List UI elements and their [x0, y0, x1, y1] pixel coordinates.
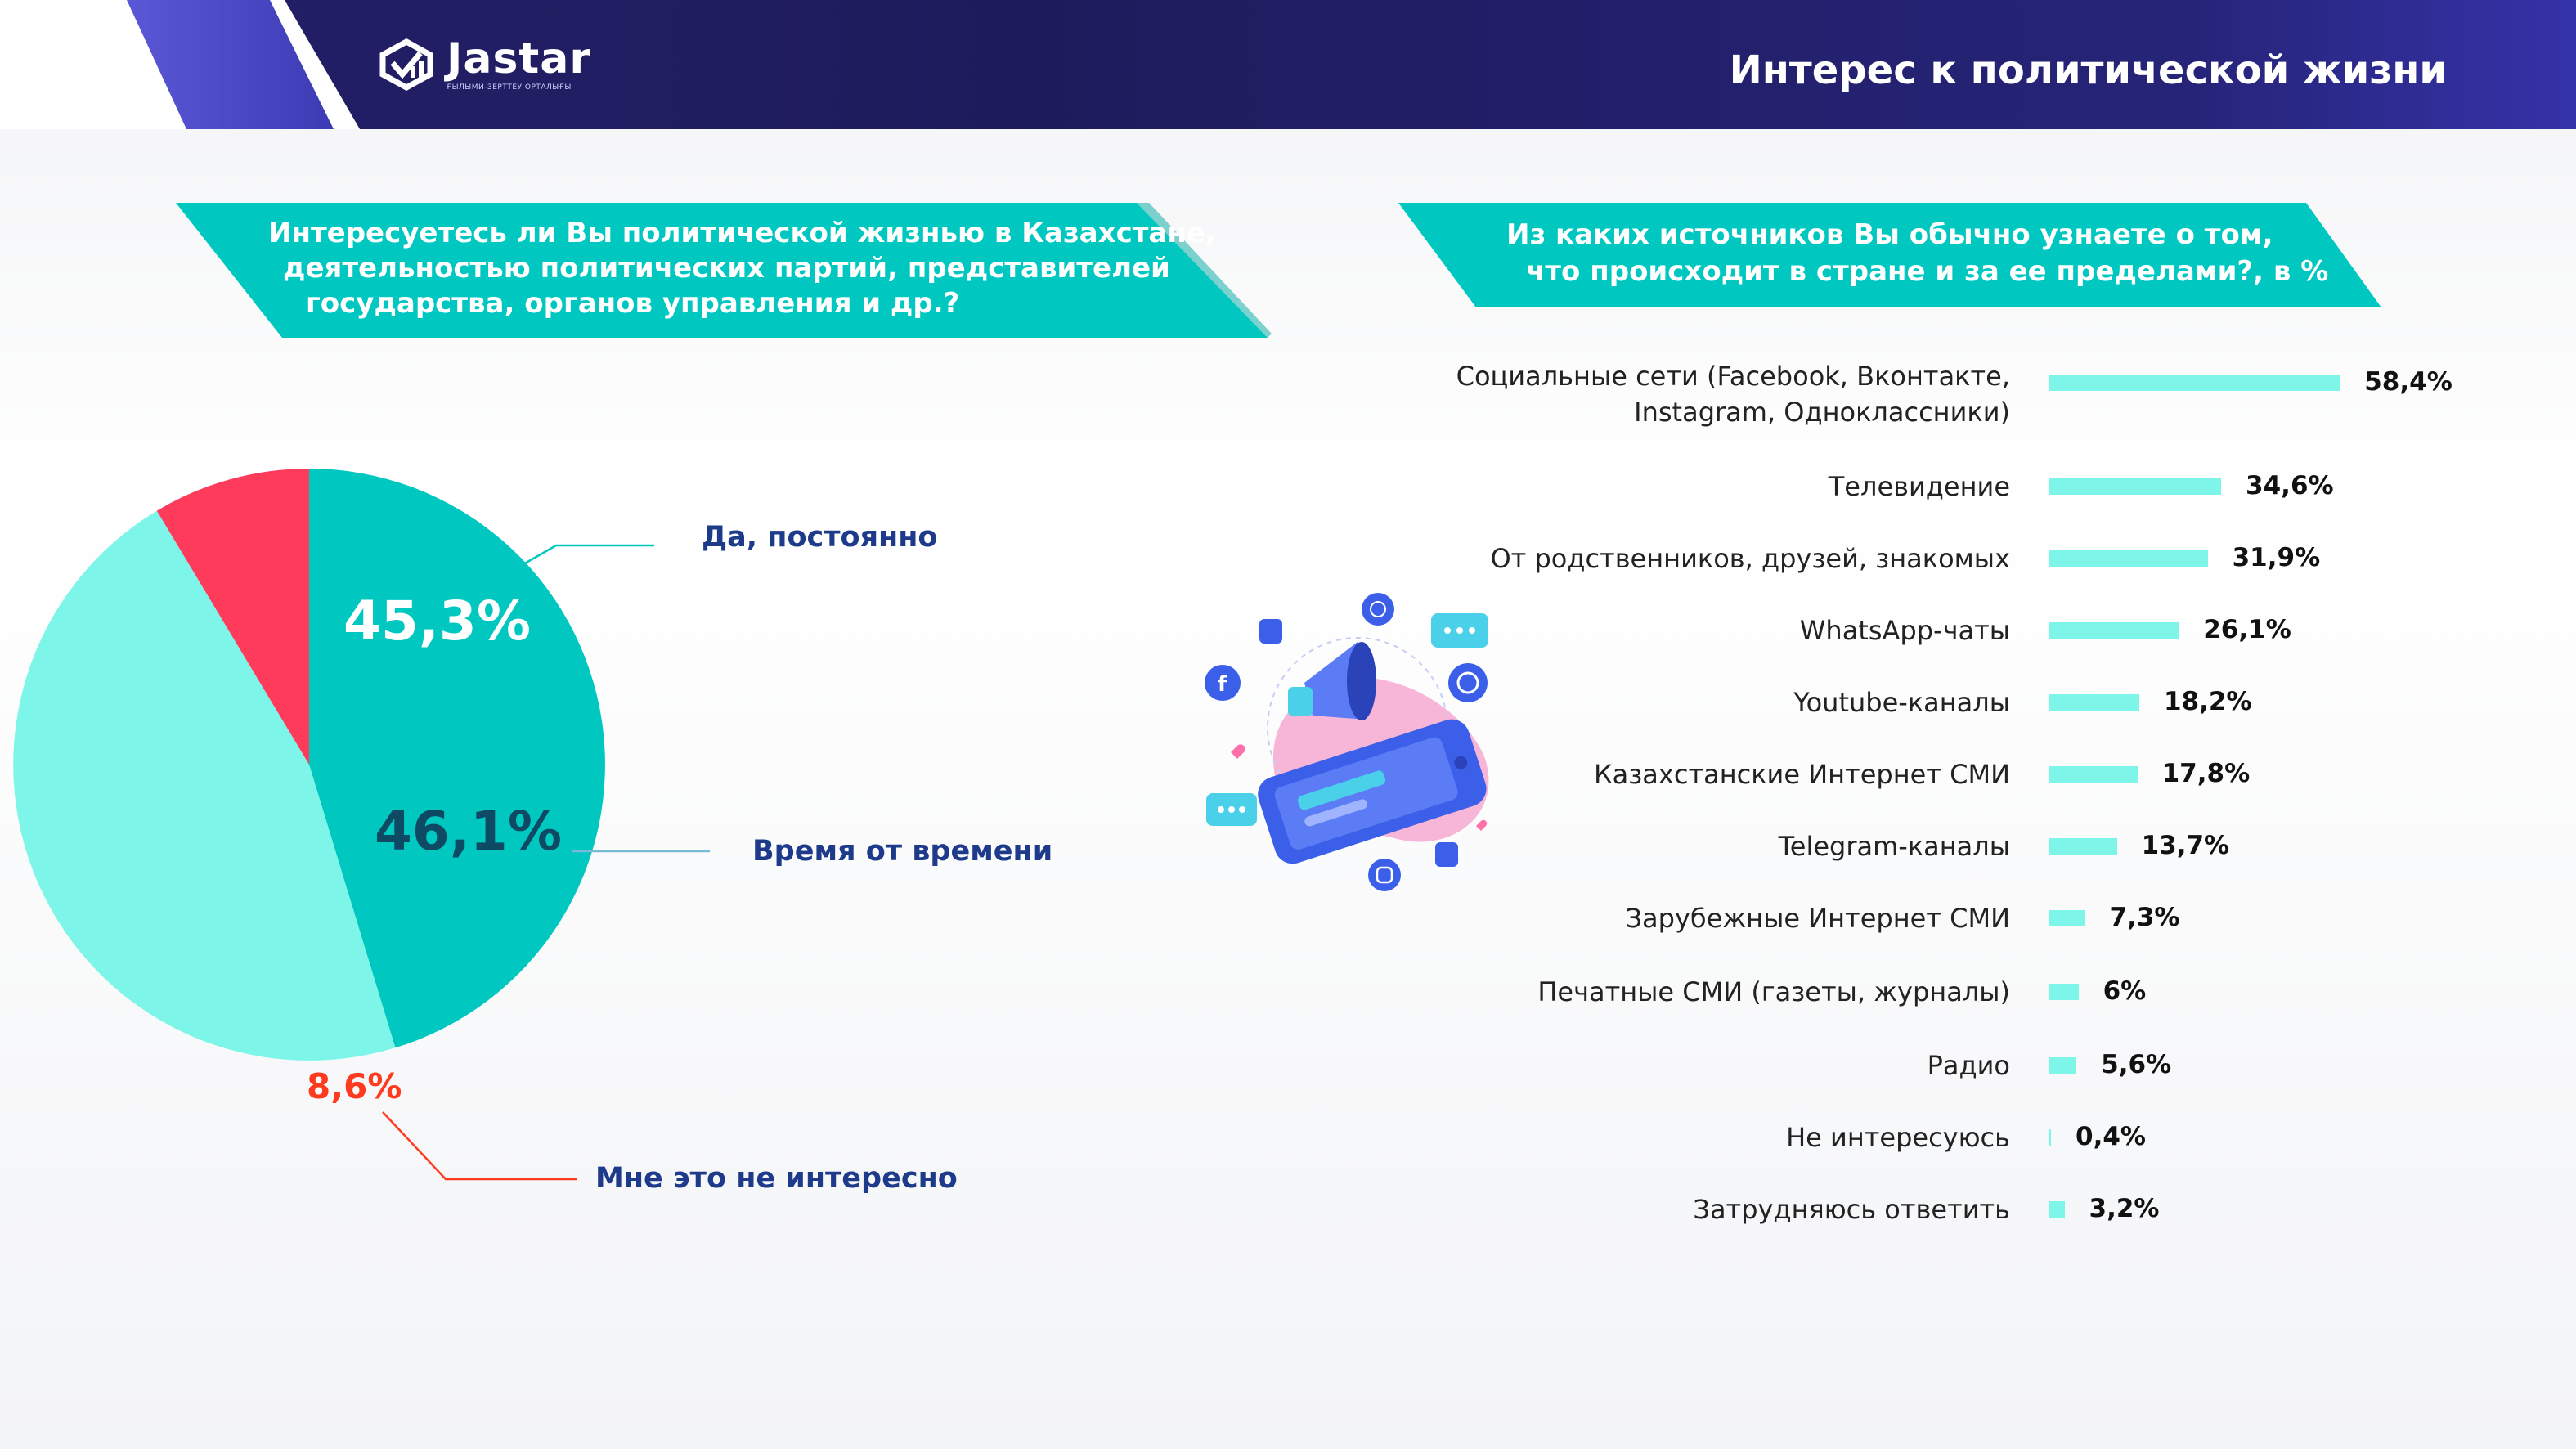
right-question-line1: Из каких источников Вы обычно узнаете о том, — [1506, 218, 2273, 251]
bar-value-label: 3,2% — [2089, 1194, 2160, 1223]
bar-value-label: 26,1% — [2203, 615, 2291, 644]
bar — [2049, 550, 2208, 567]
bar-category-label: Печатные СМИ (газеты, журналы) — [1537, 976, 2010, 1007]
page-title: Интерес к политической жизни — [1729, 47, 2447, 93]
bar-category-label: Телевидение — [1828, 471, 2010, 502]
bar-value-label: 5,6% — [2101, 1050, 2172, 1079]
bar — [2049, 1129, 2051, 1146]
bar — [2049, 1057, 2076, 1074]
bar-category-label: От родственников, друзей, знакомых — [1490, 543, 2010, 574]
pie-label-yes-always: Да, постоянно — [702, 521, 938, 554]
left-question-line3: государства, органов управления и др.? — [306, 287, 960, 320]
bar — [2049, 694, 2139, 711]
bar-category-label: Казахстанские Интернет СМИ — [1593, 759, 2010, 790]
right-question-line2: что происходит в стране и за ее пределами?, в % — [1526, 255, 2329, 288]
bar-value-label: 34,6% — [2246, 471, 2334, 500]
left-question-line2: деятельностью политических партий, представителей — [283, 252, 1170, 285]
leader-line-not-interested — [383, 1112, 577, 1179]
bar-value-label: 6% — [2103, 976, 2147, 1006]
heart-icon — [1231, 744, 1245, 759]
bar-value-label: 18,2% — [2164, 687, 2252, 716]
pie-label-sometimes: Время от времени — [752, 835, 1053, 868]
bar-value-label: 31,9% — [2232, 543, 2321, 572]
bar — [2049, 622, 2179, 639]
logo-tagline: ҒЫЛЫМИ-ЗЕРТТЕУ ОРТАЛЫҒЫ — [447, 83, 572, 92]
bar — [2049, 766, 2138, 783]
left-question-line1: Интересуетесь ли Вы политической жизнью в Казахстане, — [268, 217, 1216, 249]
bar-category-label: WhatsApp-чаты — [1799, 615, 2010, 646]
leader-line-yes — [523, 545, 654, 564]
pie-value-not-interested: 8,6% — [307, 1066, 402, 1106]
bar-value-label: 17,8% — [2161, 759, 2251, 788]
pie-label-not-interested: Мне это не интересно — [595, 1162, 958, 1195]
bar — [2049, 375, 2340, 391]
bar-category-label: Не интересуюсь — [1786, 1122, 2010, 1153]
bar-category-label: Затрудняюсь ответить — [1693, 1194, 2010, 1225]
bar-category-label: Telegram-каналы — [1778, 831, 2010, 862]
bar-category-label: Радио — [1927, 1050, 2010, 1081]
bar — [2049, 1201, 2065, 1218]
logo-name: Jastar — [447, 34, 591, 83]
bar — [2049, 838, 2117, 855]
bar — [2049, 984, 2079, 1000]
bar-value-label: 58,4% — [2364, 367, 2453, 397]
bar-category-label: Youtube-каналы — [1793, 687, 2010, 718]
bar-category-label: Зарубежные Интернет СМИ — [1625, 903, 2010, 934]
bar-value-label: 13,7% — [2141, 831, 2230, 860]
bar-category-label: Социальные сети (Facebook, Вконтакте, Instagram, Одноклассники) — [1456, 361, 2010, 428]
bar-value-label: 7,3% — [2109, 903, 2180, 932]
bar-value-label: 0,4% — [2076, 1122, 2146, 1151]
pie-value-sometimes: 46,1% — [375, 800, 562, 863]
bar — [2049, 910, 2085, 926]
svg-text:f: f — [1218, 672, 1227, 697]
bar — [2049, 478, 2221, 495]
pie-value-yes-always: 45,3% — [343, 590, 531, 653]
